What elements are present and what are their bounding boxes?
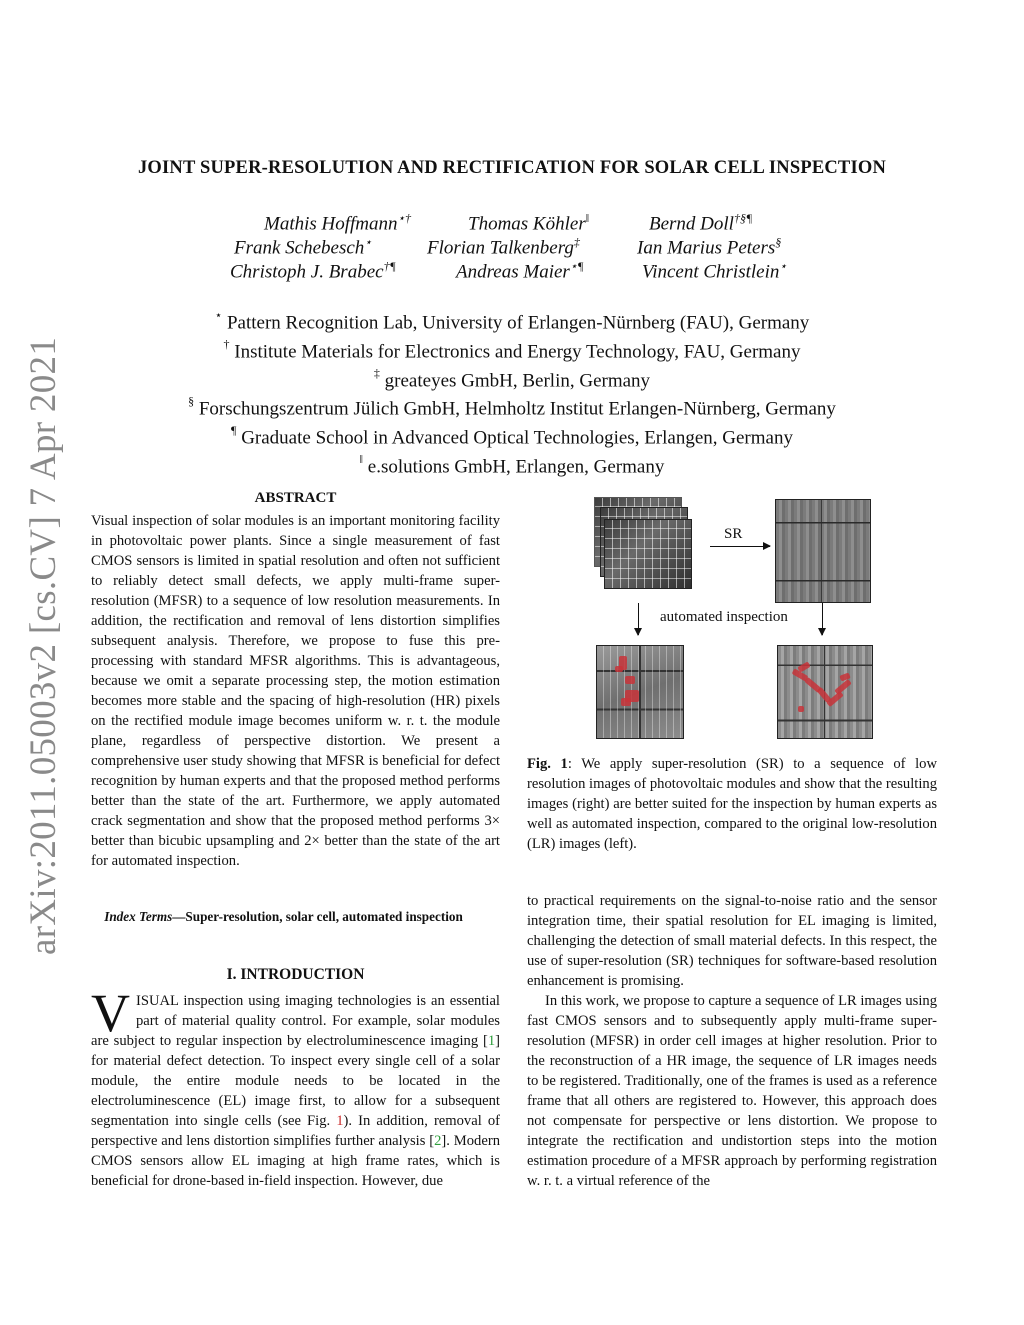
right-column-body bbox=[527, 891, 937, 1191]
author-block bbox=[200, 211, 840, 283]
abstract-text: Visual inspection of solar modules is an important monitoring facility in photovoltaic power plants. Since a single measurement of fast CMOS sensors is limited in spatial resolution and often not sufficient to reliably detect small defects, we apply multi-frame super-resolution (MFSR) to a sequence of low resolution measurements. In addition, the rectification and removal of lens distortion simplifies subsequent analysis. Therefore, we propose to fuse this pre-processing with standard MFSR algorithms. This is advantageous, because we omit a separate processing step, the motion estimation becomes more stable and the spacing of high-resolution (HR) pixels on the rectified module image becomes uniform w. r. t. the module plane, regardless of perspective distortion. We present a comprehensive user study showing that MFSR is beneficial for defect recognition by human experts and that the proposed method performs better than the state of the art. Furthermore, we apply automated crack segmentation and show that the proposed method performs 3× better than bicubic upsampling and 2× better than the state of the art for automated inspection. bbox=[91, 513, 500, 869]
affiliation: ⋆ Pattern Recognition Lab, University of Erlangen-Nürnberg (FAU), Germany bbox=[214, 308, 810, 334]
hr-inspection-result bbox=[777, 645, 873, 739]
affiliation: ¶ Graduate School in Advanced Optical Technologies, Erlangen, Germany bbox=[231, 423, 793, 449]
affiliation: ‖ e.solutions GmbH, Erlangen, Germany bbox=[359, 452, 665, 478]
down-arrow-left bbox=[638, 603, 639, 635]
author: Frank Schebesch⋆ bbox=[234, 235, 372, 259]
hr-image bbox=[775, 499, 871, 603]
author: Vincent Christlein⋆ bbox=[642, 259, 787, 283]
figure-caption: Fig. 1: We apply super-resolution (SR) to a sequence of low resolution images of photovoltaic modules and show that the resulting images (right) are better suited for the inspection by human experts as well as automated inspection, compared to the original low-resolution (LR) images (left). bbox=[527, 756, 937, 852]
down-arrow-right bbox=[822, 603, 823, 635]
affiliation: § Forschungszentrum Jülich GmbH, Helmholtz Institut Erlangen-Nürnberg, Germany bbox=[188, 394, 836, 420]
citation-link[interactable]: 1 bbox=[487, 1033, 496, 1049]
author: Mathis Hoffmann⋆† bbox=[264, 211, 412, 235]
automated-inspection-label: automated inspection bbox=[660, 609, 788, 625]
abstract-heading: ABSTRACT bbox=[254, 490, 337, 506]
lr-inspection-result bbox=[596, 645, 684, 739]
author: Florian Talkenberg‡ bbox=[427, 235, 580, 259]
lr-frame-front bbox=[604, 519, 692, 589]
index-terms: Index Terms—Super-resolution, solar cell, automated inspection bbox=[104, 909, 463, 924]
affiliations bbox=[100, 306, 924, 479]
figure-link[interactable]: 1 bbox=[336, 1113, 344, 1129]
intro-paragraph: VISUAL inspection using imaging technologies is an essential part of material quality control. For example, solar modules are subject to regular inspection by electroluminescence imaging [1] for material defect detection. To inspect every single cell of a solar module, the entire module needs to be located in the electroluminescence (EL) image first, to allow for a subsequent segmentation into single cells (see Fig. 1). In addition, removal of perspective and lens distortion simplifies further analysis [2]. Modern CMOS sensors allow EL imaging at high frame rates, which is beneficial for drone-based in-field inspection. However, due bbox=[91, 983, 500, 1189]
author: Thomas Köhler‖ bbox=[468, 211, 590, 235]
affiliation: ‡ greateyes GmbH, Berlin, Germany bbox=[373, 365, 651, 391]
arxiv-side-stamp: arXiv:2011.05003v2 [cs.CV] 7 Apr 2021 bbox=[23, 336, 64, 955]
author: Bernd Doll†§¶ bbox=[649, 211, 753, 235]
section-heading-introduction: I. INTRODUCTION bbox=[226, 966, 365, 983]
author: Ian Marius Peters§ bbox=[637, 235, 782, 259]
author: Andreas Maier⋆¶ bbox=[456, 259, 584, 283]
figure-1 bbox=[590, 493, 890, 743]
sr-arrow bbox=[710, 546, 770, 547]
paragraph: In this work, we propose to capture a sequence of LR images using fast CMOS sensors and to subsequently apply multi-frame super-resolution (MFSR) in order cell images at higher resolution. Prior to the reconstruction of a HR image, the sequence of LR images needs to be registered. Traditionally, one of the frames is used as a reference frame that all others are registered to. However, this approach does not compensate for perspective or lens distortion. We propose to integrate the rectification and undistortion steps into the motion estimation procedure of a MFSR approach by performing registration w. r. t. a virtual reference of the bbox=[527, 993, 937, 1189]
dropcap: V bbox=[91, 983, 130, 1043]
author: Christoph J. Brabec†¶ bbox=[230, 259, 396, 283]
paragraph: to practical requirements on the signal-to-noise ratio and the sensor integration time, their spatial resolution for EL imaging is limited, challenging the detection of small material defects. In this respect, the use of super-resolution (SR) techniques for software-based resolution enhancement is promising. bbox=[527, 893, 937, 989]
sr-label: SR bbox=[724, 526, 743, 542]
affiliation: † Institute Materials for Electronics and Energy Technology, FAU, Germany bbox=[223, 336, 801, 363]
citation-link[interactable]: 2 bbox=[434, 1133, 442, 1149]
paper-title: JOINT SUPER-RESOLUTION AND RECTIFICATION FOR SOLAR CELL INSPECTION bbox=[137, 158, 887, 178]
